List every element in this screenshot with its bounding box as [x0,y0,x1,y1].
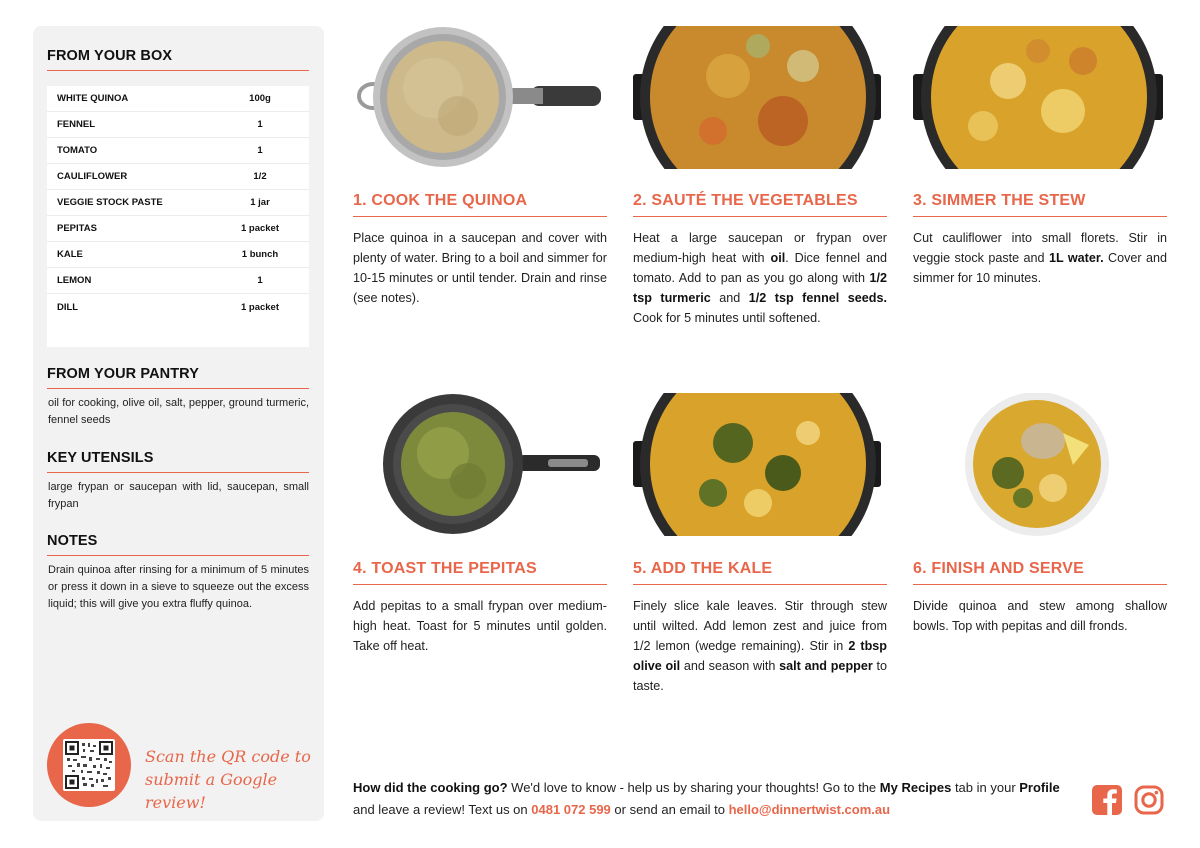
ingredient-name: LEMON [57,275,92,287]
qr-caption-line: submit a Google review! [145,770,278,812]
ingredient-row [47,138,309,164]
ingredient-name: KALE [57,249,83,261]
quinoa-saucepan-photo [353,26,607,169]
stew-pan-photo [913,26,1167,169]
ingredient-qty: 1 bunch [241,249,279,261]
step-text: Divide quinoa and stew among shallow bowls. Top with pepitas and dill fronds. [913,599,1167,633]
utensils-text: large frypan or saucepan with lid, saucepan, small frypan [48,481,309,510]
footer-text: or send an email to [610,802,729,817]
ingredient-name: FENNEL [57,119,95,131]
step-emphasis: 2 tbsp olive oil [633,639,888,673]
step-text: Finely slice kale leaves. Stir through stew until wilted. Add lemon zest and juice from 1/2 lemon (wedge remaining). Stir in [633,599,887,653]
step-emphasis: salt and pepper [779,659,873,673]
step-emphasis: 1/2 tsp fennel seeds. [748,291,887,305]
qr-badge [47,723,131,807]
ingredient-row [47,86,309,112]
ingredient-row [47,294,309,320]
step-text: Heat a large saucepan or frypan over medium-high heat with [633,231,887,265]
ingredient-row [47,164,309,190]
footer-question: How did the cooking go? [353,780,508,795]
my-recipes-label: My Recipes [879,780,952,795]
utensils-heading: KEY UTENSILS [47,450,154,466]
from-your-box-heading: FROM YOUR BOX [47,48,173,64]
footer-text: and leave a review! Text us on [353,802,532,817]
step-5-body [633,596,887,696]
profile-label: Profile [1019,780,1060,795]
phone-number[interactable]: 0481 072 599 [531,802,611,817]
ingredient-qty: 1/2 [253,171,267,183]
ingredient-row [47,190,309,216]
ingredient-qty: 1 packet [240,301,280,313]
step-2-title: 2. SAUTÉ THE VEGETABLES [633,192,887,217]
step-text: and [710,291,749,305]
ingredient-qty: 1 [257,275,263,287]
heading-rule [47,388,309,389]
instagram-icon[interactable] [1133,784,1165,816]
step-text: . Dice fennel and tomato. Add to pan as you go along with [633,251,888,285]
ingredient-qty: 1 [257,145,263,157]
heading-rule [47,70,309,71]
step-text: Cut cauliflower into small florets. Stir in veggie stock paste and [913,231,1167,265]
pantry-text: oil for cooking, olive oil, salt, pepper, ground turmeric, fennel seeds [48,397,309,426]
step-text: Cook for 5 minutes until softened. [633,311,821,325]
step-6-title: 6. FINISH AND SERVE [913,560,1167,585]
kale-stew-photo [633,393,887,536]
heading-rule [47,555,309,556]
step-4-title: 4. TOAST THE PEPITAS [353,560,607,585]
step-text: Place quinoa in a saucepan and cover with plenty of water. Bring to a boil and simmer for 10-15 minutes or until tender. Drain and rinse (see notes). [353,231,607,305]
ingredient-name: CAULIFLOWER [57,171,128,183]
pantry-heading: FROM YOUR PANTRY [47,366,199,382]
ingredient-name: VEGGIE STOCK PASTE [57,197,163,209]
qr-caption [145,745,324,814]
step-3-title: 3. SIMMER THE STEW [913,192,1167,217]
footer-text: tab in your [951,780,1020,795]
footer-text: We'd love to know - help us by sharing your thoughts! Go to the [507,780,880,795]
served-bowl-photo [913,393,1167,536]
step-emphasis: 1L water. [1048,251,1104,265]
step-emphasis: 1/2 tsp turmeric [633,271,887,305]
ingredient-qty: 1 jar [250,197,270,209]
review-footer [353,777,1073,821]
step-text: and season with [680,659,780,673]
vegetables-pan-photo [633,26,887,169]
step-text: to taste. [633,659,887,693]
step-1-body [353,228,607,308]
notes-text: Drain quinoa after rinsing for a minimum of 5 minutes or press it down in a sieve to squeeze out the excess liquid; this will give you extra fluffy quinoa. [48,564,309,610]
ingredients-table [47,86,309,347]
step-emphasis: oil [770,251,786,265]
step-text: Add pepitas to a small frypan over medium-high heat. Toast for 5 minutes until golden. Take off heat. [353,599,607,653]
step-1-title: 1. COOK THE QUINOA [353,192,607,217]
ingredients-sidebar [33,26,324,821]
ingredient-row [47,268,309,294]
step-3-body [913,228,1167,288]
step-6-body [913,596,1167,636]
step-2-body [633,228,887,328]
ingredient-name: TOMATO [57,145,98,157]
notes-heading: NOTES [47,533,98,549]
ingredient-name: DILL [57,301,79,313]
email-link[interactable]: hello@dinnertwist.com.au [728,802,891,817]
step-4-body [353,596,607,656]
ingredient-row [47,216,309,242]
pepitas-frypan-photo [353,393,607,536]
qr-caption-line: Scan the QR code to [145,747,311,766]
ingredient-row [47,112,309,138]
ingredient-row [47,242,309,268]
ingredient-name: WHITE QUINOA [57,93,129,105]
ingredient-qty: 100g [249,93,271,105]
heading-rule [47,472,309,473]
ingredient-qty: 1 [257,119,263,131]
step-text: Cover and simmer for 10 minutes. [913,251,1168,285]
qr-code[interactable] [63,739,115,791]
facebook-icon[interactable] [1091,784,1123,816]
step-5-title: 5. ADD THE KALE [633,560,887,585]
ingredient-qty: 1 packet [240,223,280,235]
ingredient-name: PEPITAS [57,223,97,235]
